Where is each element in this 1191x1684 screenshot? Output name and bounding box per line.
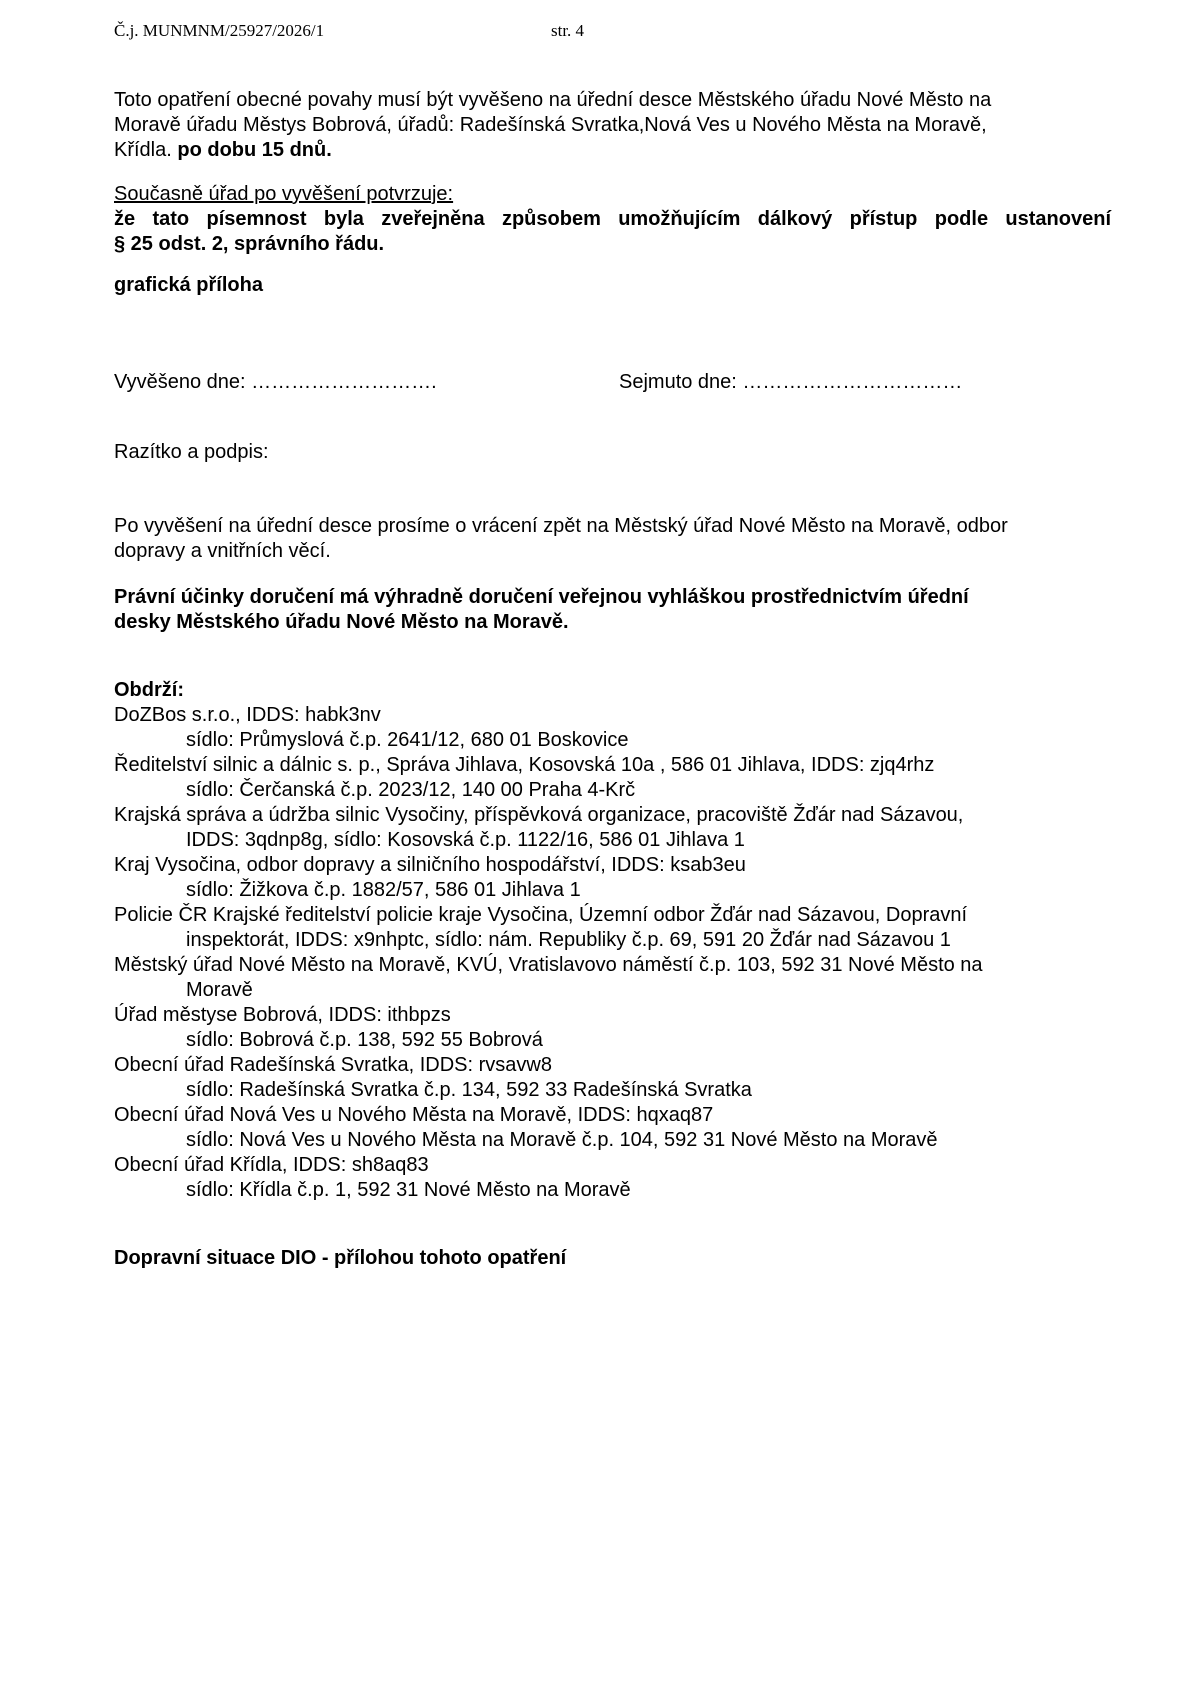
confirmation-statement: § 25 odst. 2, správního řádu. <box>114 233 385 255</box>
recipient-address: sídlo: Čerčanská č.p. 2023/12, 140 00 Praha 4-Krč <box>186 779 636 801</box>
recipient-address: sídlo: Křídla č.p. 1, 592 31 Nové Město na Moravě <box>186 1179 631 1201</box>
reference-number: Č.j. MUNMNM/25927/2026/1 <box>114 21 325 40</box>
confirmation-section <box>114 182 1111 257</box>
attachment-heading: grafická příloha <box>114 274 263 296</box>
posting-line: Moravě úřadu Městys Bobrová, úřadů: Radešínská Svratka,Nová Ves u Nového Města na Moravě, <box>114 114 987 136</box>
recipient-name: Městský úřad Nové Město na Moravě, KVÚ, Vratislavovo náměstí č.p. 103, 592 31 Nové Město na <box>114 954 983 976</box>
recipient-address: sídlo: Radešínská Svratka č.p. 134, 592 33 Radešínská Svratka <box>186 1079 752 1101</box>
recipient-name: Policie ČR Krajské ředitelství policie kraje Vysočina, Územní odbor Žďár nad Sázavou, Dopravní <box>114 904 968 926</box>
legal-effect-line: desky Městského úřadu Nové Město na Moravě. <box>114 611 569 633</box>
recipient-name: Obecní úřad Nová Ves u Nového Města na Moravě, IDDS: hqxaq87 <box>114 1104 714 1126</box>
recipient-address: sídlo: Průmyslová č.p. 2641/12, 680 01 Boskovice <box>186 729 629 751</box>
recipient-address: IDDS: 3qdnp8g, sídlo: Kosovská č.p. 1122/16, 586 01 Jihlava 1 <box>186 829 745 851</box>
posting-line: Toto opatření obecné povahy musí být vyvěšeno na úřední desce Městského úřadu Nové Město na <box>114 89 992 111</box>
recipient-address: inspektorát, IDDS: x9nhptc, sídlo: nám. Republiky č.p. 69, 591 20 Žďár nad Sázavou 1 <box>186 929 951 951</box>
return-request-line: Po vyvěšení na úřední desce prosíme o vrácení zpět na Městský úřad Nové Město na Moravě, odbor <box>114 515 1008 537</box>
recipient-name: Obecní úřad Křídla, IDDS: sh8aq83 <box>114 1154 429 1176</box>
recipient-address: sídlo: Bobrová č.p. 138, 592 55 Bobrová <box>186 1029 543 1051</box>
legal-effect-line: Právní účinky doručení má výhradně doručení veřejnou vyhláškou prostřednictvím úřední <box>114 586 969 608</box>
recipient-name: DoZBos s.r.o., IDDS: habk3nv <box>114 704 381 726</box>
recipients-heading: Obdrží: <box>114 679 184 701</box>
page-number: str. 4 <box>551 21 585 40</box>
posting-duration: po dobu 15 dnů. <box>177 139 332 161</box>
recipient-name: Kraj Vysočina, odbor dopravy a silničního hospodářství, IDDS: ksab3eu <box>114 854 746 876</box>
recipient-name: Ředitelství silnic a dálnic s. p., Správa Jihlava, Kosovská 10a , 586 01 Jihlava, IDDS: zjq4rhz <box>114 754 935 776</box>
recipient-address: sídlo: Nová Ves u Nového Města na Moravě č.p. 104, 592 31 Nové Město na Moravě <box>186 1129 938 1151</box>
confirmation-intro: Současně úřad po vyvěšení potvrzuje: <box>114 183 454 205</box>
stamp-signature-label: Razítko a podpis: <box>114 441 269 463</box>
recipient-address: Moravě <box>186 979 253 1001</box>
return-request-line: dopravy a vnitřních věcí. <box>114 540 331 562</box>
posted-date-field: Vyvěšeno dne: ………………………. <box>114 371 437 393</box>
return-request-paragraph <box>114 514 1111 564</box>
posting-line <box>114 138 1111 163</box>
posting-paragraph <box>114 88 1111 163</box>
recipient-name: Obecní úřad Radešínská Svratka, IDDS: rvsavw8 <box>114 1054 552 1076</box>
recipient-name: Krajská správa a údržba silnic Vysočiny, příspěvková organizace, pracoviště Žďár nad Sázavou, <box>114 804 964 826</box>
posting-line-text: Křídla. <box>114 139 178 161</box>
recipient-address: sídlo: Žižkova č.p. 1882/57, 586 01 Jihlava 1 <box>186 879 581 901</box>
recipients-list <box>114 703 1114 1203</box>
removed-date-field: Sejmuto dne: …………………………… <box>619 371 963 393</box>
page-header <box>114 20 585 42</box>
legal-effect-paragraph <box>114 585 1111 635</box>
confirmation-statement: že tato písemnost byla zveřejněna způsobem umožňujícím dálkový přístup podle ustanovení <box>114 208 1111 230</box>
recipient-name: Úřad městyse Bobrová, IDDS: ithbpzs <box>114 1004 451 1026</box>
traffic-situation-heading: Dopravní situace DIO - přílohou tohoto opatření <box>114 1247 567 1269</box>
